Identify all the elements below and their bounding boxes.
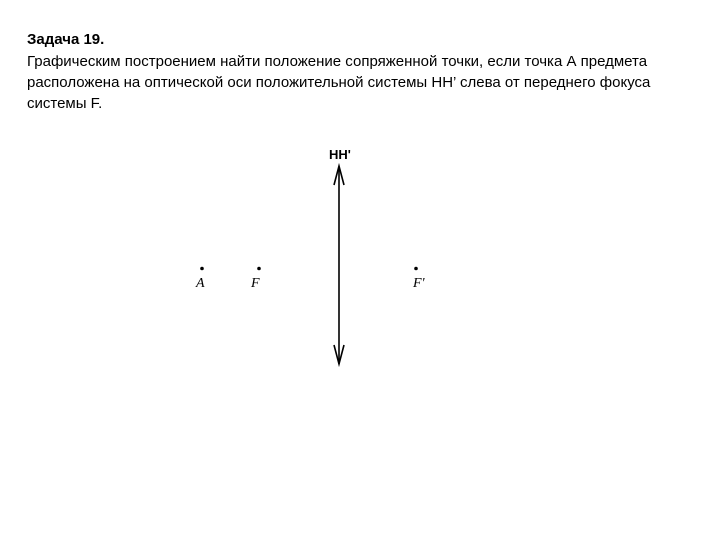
- task-text: Графическим построением найти положение сопряженной точки, если точка А предмета расположена на оптической оси положительной системы НН’ слева от переднего фокуса системы F.: [27, 53, 651, 112]
- system-label: HH': [329, 147, 351, 162]
- point-a-dot: [200, 267, 204, 271]
- point-f-prime-label: F': [413, 276, 425, 291]
- point-f-label: F: [251, 276, 260, 291]
- point-f-prime-dot: [414, 267, 418, 271]
- lens-system-arrow: [334, 166, 344, 364]
- task-title: Задача 19.: [27, 31, 105, 48]
- point-f-dot: [257, 267, 261, 271]
- point-a-label: A: [196, 276, 205, 291]
